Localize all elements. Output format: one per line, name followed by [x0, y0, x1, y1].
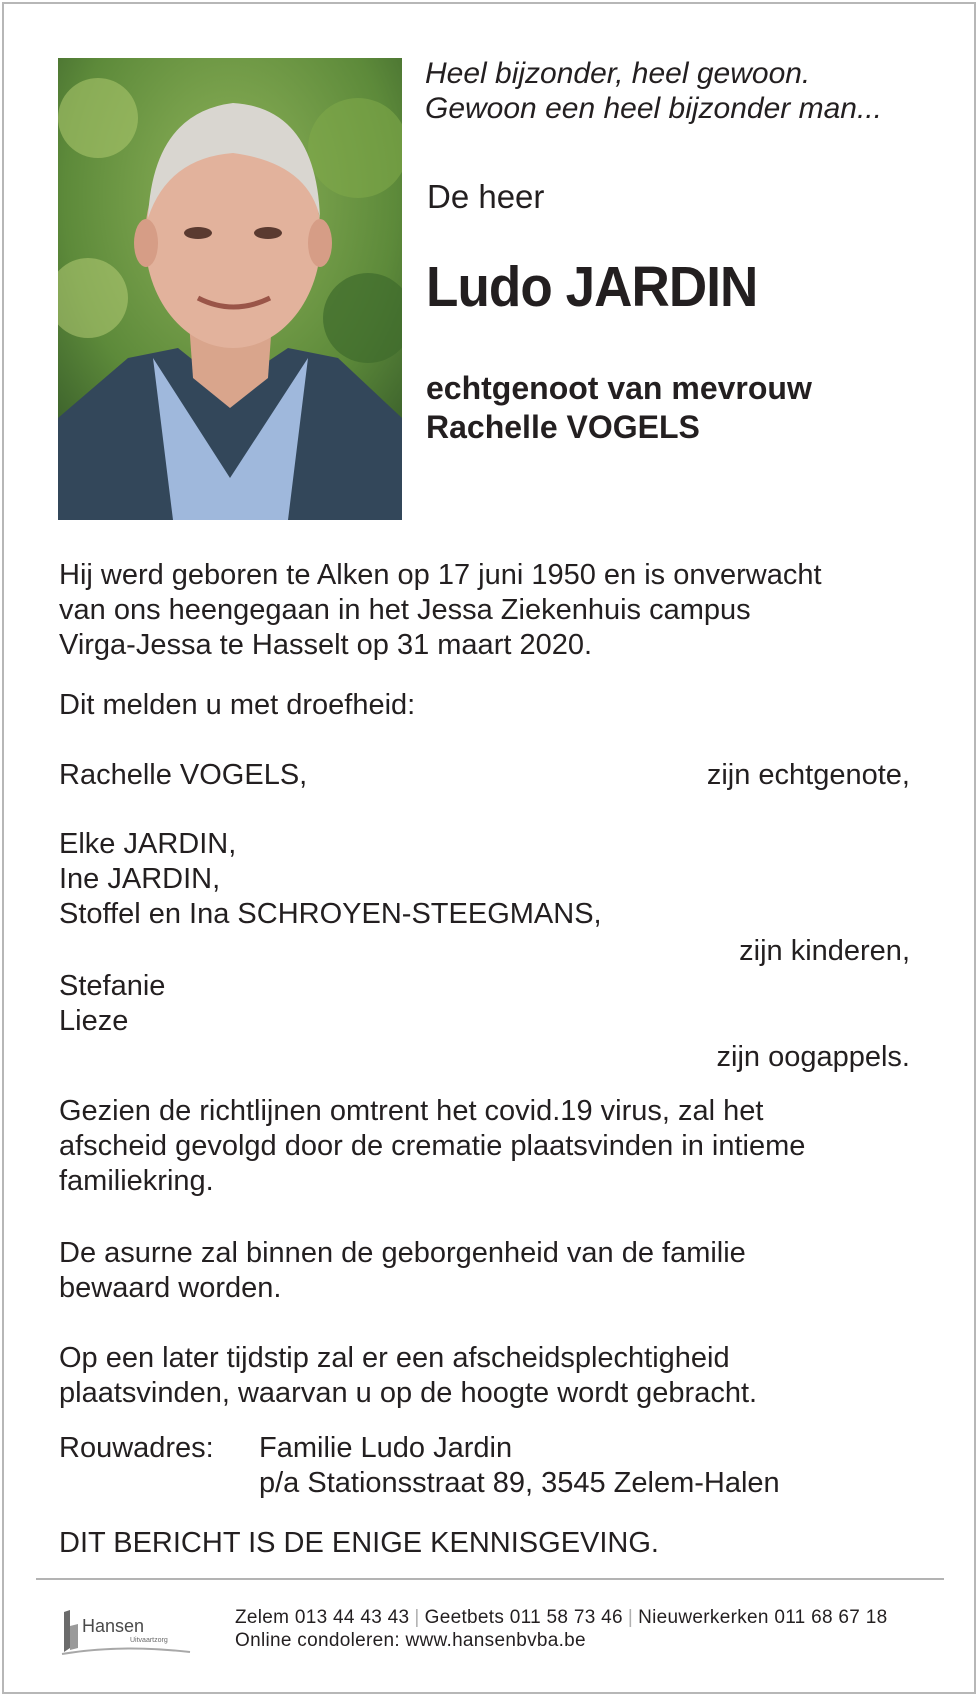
honorific: De heer — [427, 178, 545, 215]
mourner-grandchildren-relation: zijn oogappels. — [716, 1041, 910, 1073]
mourner-grandchildren — [59, 969, 165, 1039]
mourner-children-relation: zijn kinderen, — [739, 935, 910, 967]
quote-line: Heel bijzonder, heel gewoon. — [425, 57, 811, 90]
address-block — [259, 1431, 780, 1501]
paragraph-line: Gezien de richtlijnen omtrent het covid.19 virus, zal het — [59, 1095, 764, 1127]
child-name: Elke JARDIN, — [59, 828, 237, 860]
bio-line: van ons heengegaan in het Jessa Ziekenhuis campus — [59, 594, 751, 626]
footer-contact — [235, 1606, 887, 1652]
phone-nieuwerkerken[interactable]: Nieuwerkerken 011 68 67 18 — [638, 1607, 888, 1628]
footer-divider — [36, 1578, 944, 1580]
deceased-name: Ludo JARDIN — [426, 255, 758, 319]
portrait-illustration — [58, 58, 402, 520]
paragraph-line: familiekring. — [59, 1165, 214, 1197]
child-name: Ine JARDIN, — [59, 863, 221, 895]
covid-paragraph — [59, 1094, 805, 1199]
mourner-spouse-name: Rachelle VOGELS, — [59, 759, 308, 791]
paragraph-line: afscheid gevolgd door de crematie plaatsvinden in intieme — [59, 1130, 806, 1162]
address-label: Rouwadres: — [59, 1432, 214, 1464]
urn-paragraph — [59, 1236, 746, 1306]
funeral-home-logo — [60, 1608, 200, 1658]
spouse-line: Rachelle VOGELS — [426, 409, 700, 445]
memorial-quote — [425, 56, 882, 126]
portrait-photo — [58, 58, 402, 520]
address-line: p/a Stationsstraat 89, 3545 Zelem-Halen — [259, 1467, 780, 1499]
online-condolence-link[interactable]: Online condoleren: www.hansenbvba.be — [235, 1630, 586, 1651]
logo-subtitle: Uitvaartzorg — [130, 1637, 168, 1644]
child-name: Stoffel en Ina SCHROYEN-STEEGMANS, — [59, 898, 602, 930]
paragraph-line: bewaard worden. — [59, 1272, 282, 1304]
phone-numbers — [235, 1606, 887, 1629]
biography — [59, 558, 822, 663]
bio-line: Hij werd geboren te Alken op 17 juni 1950 en is onverwacht — [59, 559, 822, 591]
announcement: Dit melden u met droefheid: — [59, 689, 416, 721]
address-line: Familie Ludo Jardin — [259, 1432, 513, 1464]
mourner-children — [59, 827, 602, 932]
paragraph-line: plaatsvinden, waarvan u op de hoogte wordt gebracht. — [59, 1377, 758, 1409]
phone-geetbets[interactable]: Geetbets 011 58 73 46 — [424, 1607, 623, 1628]
spouse-line: echtgenoot van mevrouw — [426, 370, 812, 406]
notice: DIT BERICHT IS DE ENIGE KENNISGEVING. — [59, 1527, 659, 1559]
logo-name: Hansen — [82, 1616, 145, 1636]
grandchild-name: Lieze — [59, 1005, 129, 1037]
paragraph-line: Op een later tijdstip zal er een afscheidsplechtigheid — [59, 1342, 730, 1374]
mourner-spouse-relation: zijn echtgenote, — [706, 759, 910, 791]
grandchild-name: Stefanie — [59, 970, 166, 1002]
paragraph-line: De asurne zal binnen de geborgenheid van de familie — [59, 1237, 746, 1269]
logo-mark — [60, 1608, 200, 1658]
bio-line: Virga-Jessa te Hasselt op 31 maart 2020. — [59, 629, 593, 661]
ceremony-paragraph — [59, 1341, 757, 1411]
separator: | — [627, 1607, 634, 1628]
quote-line: Gewoon een heel bijzonder man... — [425, 92, 882, 125]
spouse-heading — [426, 369, 812, 447]
phone-zelem[interactable]: Zelem 013 44 43 43 — [235, 1607, 410, 1628]
separator: | — [414, 1607, 420, 1628]
